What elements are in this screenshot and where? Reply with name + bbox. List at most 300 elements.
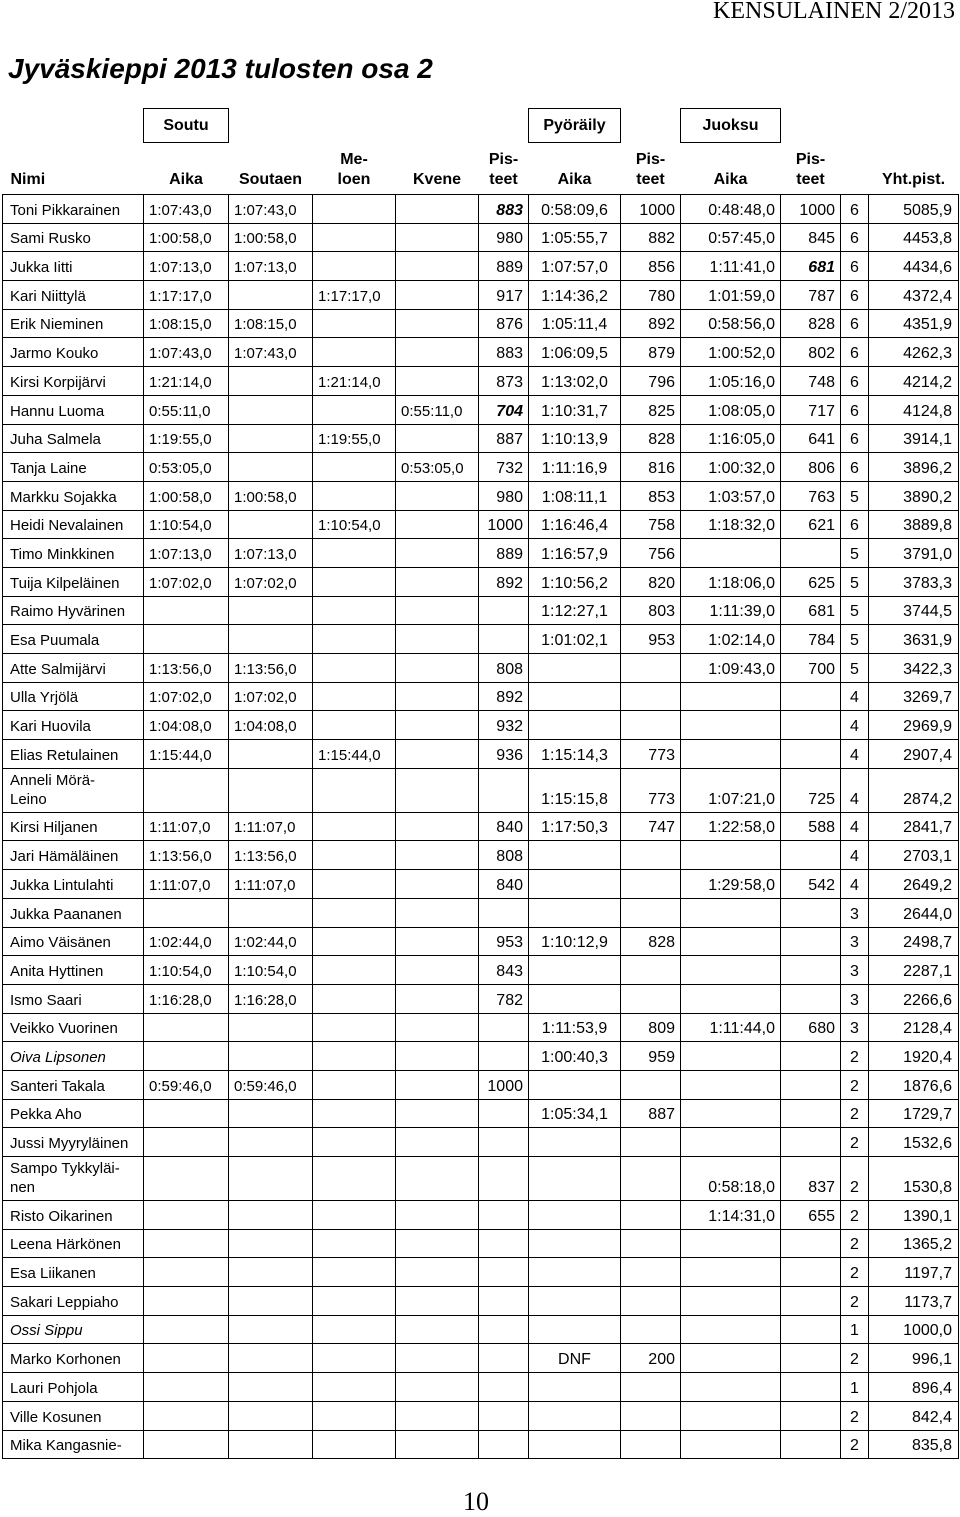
table-row (3, 1344, 959, 1373)
cell-juoksu-pisteet (781, 1229, 841, 1258)
cell-soutu-aika: 1:08:15,0 (144, 309, 229, 338)
cell-yht-pist: 2649,2 (869, 870, 959, 899)
col-header-juoksu-aika: Aika (713, 171, 748, 188)
cell-soutaen (229, 1344, 313, 1373)
cell-pyoraily-aika: 0:58:09,6 (529, 195, 621, 224)
cell-soutu-aika (144, 1013, 229, 1042)
cell-juoksu-aika (681, 1373, 781, 1402)
cell-soutu-aika (144, 1128, 229, 1157)
cell-juoksu-aika (681, 1287, 781, 1316)
cell-lajit: 6 (841, 453, 869, 482)
cell-nimi: Jari Hämäläinen (3, 841, 144, 870)
cell-juoksu-pisteet: 763 (781, 481, 841, 510)
cell-kvene (396, 309, 479, 338)
cell-juoksu-aika: 1:07:21,0 (681, 768, 781, 812)
cell-nimi: Elias Retulainen (3, 740, 144, 769)
cell-pyoraily-pisteet: 773 (621, 740, 681, 769)
cell-pyoraily-aika: 1:05:34,1 (529, 1099, 621, 1128)
cell-kvene (396, 956, 479, 985)
cell-soutu-pisteet: 892 (479, 682, 529, 711)
cell-lajit: 2 (841, 1201, 869, 1230)
cell-nimi: Mika Kangasnie- (3, 1430, 144, 1459)
cell-yht-pist: 1532,6 (869, 1128, 959, 1157)
cell-yht-pist: 1390,1 (869, 1201, 959, 1230)
cell-pyoraily-pisteet: 756 (621, 539, 681, 568)
cell-kvene (396, 1128, 479, 1157)
cell-soutu-pisteet: 892 (479, 567, 529, 596)
cell-juoksu-aika: 1:18:06,0 (681, 567, 781, 596)
cell-nimi: Santeri Takala (3, 1070, 144, 1099)
cell-yht-pist: 1197,7 (869, 1258, 959, 1287)
cell-soutu-aika: 1:00:58,0 (144, 223, 229, 252)
cell-yht-pist: 3889,8 (869, 510, 959, 539)
cell-soutaen: 1:07:02,0 (229, 682, 313, 711)
cell-meloen (313, 898, 396, 927)
cell-pyoraily-pisteet: 856 (621, 252, 681, 281)
cell-soutaen (229, 1128, 313, 1157)
cell-pyoraily-pisteet: 879 (621, 338, 681, 367)
cell-pyoraily-pisteet (621, 870, 681, 899)
group-header-juoksu: Juoksu (681, 109, 781, 143)
cell-kvene (396, 870, 479, 899)
cell-pyoraily-pisteet (621, 1128, 681, 1157)
table-row (3, 539, 959, 568)
cell-soutu-pisteet: 840 (479, 812, 529, 841)
cell-meloen (313, 309, 396, 338)
cell-yht-pist: 2128,4 (869, 1013, 959, 1042)
cell-juoksu-pisteet: 621 (781, 510, 841, 539)
cell-juoksu-pisteet: 681 (781, 596, 841, 625)
cell-meloen (313, 625, 396, 654)
cell-meloen (313, 1157, 396, 1201)
cell-juoksu-pisteet: 542 (781, 870, 841, 899)
cell-soutaen: 1:07:43,0 (229, 195, 313, 224)
cell-lajit: 2 (841, 1128, 869, 1157)
cell-nimi: Esa Puumala (3, 625, 144, 654)
cell-soutu-pisteet: 980 (479, 481, 529, 510)
cell-soutaen (229, 1401, 313, 1430)
cell-juoksu-pisteet: 784 (781, 625, 841, 654)
cell-pyoraily-aika (529, 1315, 621, 1344)
cell-nimi: Jarmo Kouko (3, 338, 144, 367)
cell-soutu-aika (144, 1287, 229, 1316)
cell-soutu-aika: 1:07:43,0 (144, 195, 229, 224)
cell-soutu-pisteet (479, 1013, 529, 1042)
cell-lajit: 3 (841, 956, 869, 985)
cell-pyoraily-aika: 1:12:27,1 (529, 596, 621, 625)
cell-soutu-pisteet: 953 (479, 927, 529, 956)
cell-soutu-aika (144, 1042, 229, 1071)
cell-lajit: 4 (841, 768, 869, 812)
cell-soutu-aika: 0:59:46,0 (144, 1070, 229, 1099)
cell-nimi: Marko Korhonen (3, 1344, 144, 1373)
cell-yht-pist: 2266,6 (869, 984, 959, 1013)
cell-soutaen: 0:59:46,0 (229, 1070, 313, 1099)
cell-pyoraily-aika (529, 1373, 621, 1402)
cell-soutu-aika: 1:21:14,0 (144, 367, 229, 396)
cell-juoksu-pisteet: 725 (781, 768, 841, 812)
cell-nimi: Kari Niittylä (3, 281, 144, 310)
cell-juoksu-aika (681, 539, 781, 568)
cell-kvene (396, 1042, 479, 1071)
cell-juoksu-pisteet (781, 1258, 841, 1287)
cell-juoksu-aika: 1:00:32,0 (681, 453, 781, 482)
cell-soutaen (229, 625, 313, 654)
cell-meloen (313, 1042, 396, 1071)
cell-meloen (313, 682, 396, 711)
cell-pyoraily-aika (529, 984, 621, 1013)
cell-meloen: 1:15:44,0 (313, 740, 396, 769)
cell-meloen (313, 870, 396, 899)
cell-nimi: Juha Salmela (3, 424, 144, 453)
cell-pyoraily-aika: 1:05:55,7 (529, 223, 621, 252)
cell-soutaen (229, 281, 313, 310)
table-row (3, 711, 959, 740)
cell-soutu-pisteet (479, 596, 529, 625)
cell-juoksu-aika (681, 1099, 781, 1128)
cell-meloen (313, 1401, 396, 1430)
cell-nimi: Sakari Leppiaho (3, 1287, 144, 1316)
cell-pyoraily-aika: 1:00:40,3 (529, 1042, 621, 1071)
table-row (3, 1042, 959, 1071)
cell-juoksu-aika: 1:03:57,0 (681, 481, 781, 510)
cell-soutu-pisteet: 876 (479, 309, 529, 338)
cell-meloen (313, 1315, 396, 1344)
group-header-spacer (3, 109, 144, 143)
cell-lajit: 5 (841, 567, 869, 596)
cell-pyoraily-pisteet (621, 841, 681, 870)
table-row (3, 841, 959, 870)
cell-soutu-pisteet (479, 768, 529, 812)
results-header (3, 109, 959, 195)
cell-juoksu-aika: 1:11:41,0 (681, 252, 781, 281)
cell-yht-pist: 3269,7 (869, 682, 959, 711)
cell-meloen (313, 1013, 396, 1042)
cell-kvene (396, 812, 479, 841)
cell-meloen (313, 453, 396, 482)
cell-soutaen: 1:02:44,0 (229, 927, 313, 956)
table-row (3, 768, 959, 812)
cell-pyoraily-pisteet (621, 1401, 681, 1430)
cell-pyoraily-aika: 1:14:36,2 (529, 281, 621, 310)
cell-lajit: 5 (841, 654, 869, 683)
cell-lajit: 4 (841, 711, 869, 740)
cell-pyoraily-pisteet: 892 (621, 309, 681, 338)
cell-pyoraily-aika: 1:17:50,3 (529, 812, 621, 841)
cell-pyoraily-aika: 1:05:11,4 (529, 309, 621, 338)
cell-juoksu-pisteet: 588 (781, 812, 841, 841)
cell-pyoraily-pisteet (621, 682, 681, 711)
cell-juoksu-aika (681, 927, 781, 956)
cell-pyoraily-pisteet (621, 1373, 681, 1402)
cell-lajit: 6 (841, 252, 869, 281)
table-row (3, 740, 959, 769)
cell-pyoraily-pisteet (621, 1430, 681, 1459)
cell-soutaen (229, 1315, 313, 1344)
cell-nimi: Jussi Myyryläinen (3, 1128, 144, 1157)
group-header-spacer (869, 109, 959, 143)
cell-lajit: 6 (841, 309, 869, 338)
cell-meloen (313, 1258, 396, 1287)
cell-soutu-pisteet: 889 (479, 252, 529, 281)
table-row (3, 1258, 959, 1287)
cell-soutu-pisteet: 889 (479, 539, 529, 568)
cell-kvene (396, 1373, 479, 1402)
cell-yht-pist: 3791,0 (869, 539, 959, 568)
cell-soutaen (229, 1013, 313, 1042)
group-header-spacer (313, 109, 396, 143)
cell-soutaen: 1:07:02,0 (229, 567, 313, 596)
cell-yht-pist: 842,4 (869, 1401, 959, 1430)
cell-nimi: Jukka Iitti (3, 252, 144, 281)
cell-pyoraily-aika: 1:11:16,9 (529, 453, 621, 482)
cell-juoksu-aika: 0:58:18,0 (681, 1157, 781, 1201)
cell-soutu-pisteet: 808 (479, 841, 529, 870)
cell-kvene (396, 1287, 479, 1316)
cell-soutaen: 1:16:28,0 (229, 984, 313, 1013)
cell-soutaen (229, 1373, 313, 1402)
cell-pyoraily-pisteet: 816 (621, 453, 681, 482)
cell-meloen (313, 1070, 396, 1099)
table-row (3, 281, 959, 310)
cell-pyoraily-aika (529, 1401, 621, 1430)
cell-pyoraily-aika (529, 1229, 621, 1258)
table-row (3, 252, 959, 281)
cell-pyoraily-pisteet (621, 1070, 681, 1099)
cell-juoksu-aika: 1:05:16,0 (681, 367, 781, 396)
cell-juoksu-pisteet (781, 1315, 841, 1344)
cell-meloen (313, 395, 396, 424)
cell-soutu-pisteet: 917 (479, 281, 529, 310)
cell-kvene (396, 1013, 479, 1042)
cell-yht-pist: 1876,6 (869, 1070, 959, 1099)
column-header-row (3, 143, 959, 195)
cell-soutu-aika (144, 596, 229, 625)
col-header-soutaen: Soutaen (238, 171, 303, 188)
cell-lajit: 6 (841, 281, 869, 310)
cell-lajit: 1 (841, 1373, 869, 1402)
cell-soutu-aika (144, 625, 229, 654)
cell-meloen (313, 1099, 396, 1128)
cell-meloen (313, 1287, 396, 1316)
cell-nimi: Pekka Aho (3, 1099, 144, 1128)
cell-juoksu-pisteet (781, 1099, 841, 1128)
cell-juoksu-pisteet (781, 1401, 841, 1430)
cell-juoksu-aika: 1:18:32,0 (681, 510, 781, 539)
cell-juoksu-aika (681, 1430, 781, 1459)
cell-soutaen: 1:07:13,0 (229, 252, 313, 281)
cell-meloen (313, 252, 396, 281)
cell-yht-pist: 2874,2 (869, 768, 959, 812)
cell-kvene (396, 654, 479, 683)
cell-soutu-pisteet: 883 (479, 195, 529, 224)
table-row (3, 367, 959, 396)
cell-juoksu-pisteet (781, 956, 841, 985)
cell-soutu-pisteet (479, 1344, 529, 1373)
cell-pyoraily-aika (529, 1201, 621, 1230)
cell-kvene (396, 1070, 479, 1099)
cell-yht-pist: 3631,9 (869, 625, 959, 654)
col-header-pyoraily-pisteet: Pis- teet (635, 151, 666, 188)
cell-lajit: 1 (841, 1315, 869, 1344)
cell-juoksu-aika (681, 1258, 781, 1287)
cell-soutu-pisteet: 887 (479, 424, 529, 453)
cell-soutaen (229, 367, 313, 396)
cell-yht-pist: 4214,2 (869, 367, 959, 396)
cell-soutu-aika: 1:07:13,0 (144, 252, 229, 281)
cell-juoksu-aika (681, 1042, 781, 1071)
cell-yht-pist: 896,4 (869, 1373, 959, 1402)
col-header-soutu-pisteet: Pis- teet (488, 151, 519, 188)
cell-kvene: 0:55:11,0 (396, 395, 479, 424)
cell-yht-pist: 2969,9 (869, 711, 959, 740)
table-row (3, 1099, 959, 1128)
cell-soutu-aika: 1:17:17,0 (144, 281, 229, 310)
cell-lajit: 2 (841, 1430, 869, 1459)
cell-soutu-pisteet (479, 1287, 529, 1316)
group-header-pyoraily: Pyöräily (529, 109, 621, 143)
cell-kvene (396, 338, 479, 367)
cell-meloen (313, 596, 396, 625)
cell-nimi: Oiva Lipsonen (3, 1042, 144, 1071)
cell-pyoraily-aika: 1:16:57,9 (529, 539, 621, 568)
cell-soutu-aika (144, 768, 229, 812)
cell-soutu-pisteet: 980 (479, 223, 529, 252)
cell-pyoraily-aika (529, 1070, 621, 1099)
cell-pyoraily-pisteet (621, 956, 681, 985)
cell-lajit: 2 (841, 1401, 869, 1430)
cell-yht-pist: 2907,4 (869, 740, 959, 769)
cell-soutu-aika: 1:07:43,0 (144, 338, 229, 367)
cell-soutu-pisteet (479, 1430, 529, 1459)
table-row (3, 395, 959, 424)
cell-yht-pist: 2703,1 (869, 841, 959, 870)
cell-juoksu-aika (681, 682, 781, 711)
cell-soutu-aika (144, 1099, 229, 1128)
cell-soutu-aika (144, 1344, 229, 1373)
table-row (3, 1401, 959, 1430)
cell-juoksu-pisteet (781, 927, 841, 956)
cell-soutaen (229, 1287, 313, 1316)
cell-juoksu-aika (681, 984, 781, 1013)
cell-juoksu-aika: 1:02:14,0 (681, 625, 781, 654)
cell-juoksu-aika (681, 898, 781, 927)
cell-soutu-pisteet (479, 1315, 529, 1344)
cell-yht-pist: 3896,2 (869, 453, 959, 482)
cell-pyoraily-pisteet (621, 1258, 681, 1287)
cell-kvene (396, 367, 479, 396)
cell-soutu-aika (144, 898, 229, 927)
cell-pyoraily-pisteet: 828 (621, 927, 681, 956)
col-header-nimi: Nimi (10, 171, 46, 188)
cell-nimi: Jukka Paananen (3, 898, 144, 927)
cell-lajit: 6 (841, 395, 869, 424)
cell-pyoraily-pisteet: 747 (621, 812, 681, 841)
cell-soutaen (229, 1157, 313, 1201)
group-header-spacer (841, 109, 869, 143)
cell-soutu-aika: 1:11:07,0 (144, 812, 229, 841)
cell-kvene (396, 1201, 479, 1230)
cell-soutu-aika (144, 1258, 229, 1287)
cell-yht-pist: 1729,7 (869, 1099, 959, 1128)
cell-soutu-aika: 1:11:07,0 (144, 870, 229, 899)
cell-soutu-aika (144, 1401, 229, 1430)
cell-nimi: Erik Nieminen (3, 309, 144, 338)
cell-soutu-aika: 1:19:55,0 (144, 424, 229, 453)
cell-kvene (396, 1157, 479, 1201)
cell-juoksu-pisteet (781, 984, 841, 1013)
cell-juoksu-pisteet: 681 (781, 252, 841, 281)
cell-lajit: 5 (841, 625, 869, 654)
cell-kvene (396, 740, 479, 769)
cell-lajit: 3 (841, 898, 869, 927)
table-row (3, 1128, 959, 1157)
cell-soutu-aika: 1:10:54,0 (144, 956, 229, 985)
table-row (3, 956, 959, 985)
cell-soutu-aika: 1:07:02,0 (144, 567, 229, 596)
cell-nimi: Aimo Väisänen (3, 927, 144, 956)
cell-juoksu-aika (681, 1229, 781, 1258)
cell-pyoraily-aika (529, 1430, 621, 1459)
cell-pyoraily-pisteet (621, 711, 681, 740)
cell-lajit: 2 (841, 1258, 869, 1287)
cell-soutu-pisteet: 808 (479, 654, 529, 683)
table-row (3, 567, 959, 596)
cell-meloen (313, 956, 396, 985)
table-row (3, 898, 959, 927)
table-row (3, 1287, 959, 1316)
cell-yht-pist: 2841,7 (869, 812, 959, 841)
cell-lajit: 5 (841, 481, 869, 510)
table-row (3, 481, 959, 510)
cell-soutaen (229, 596, 313, 625)
cell-lajit: 6 (841, 510, 869, 539)
cell-soutu-aika (144, 1315, 229, 1344)
cell-kvene (396, 841, 479, 870)
cell-nimi: Esa Liikanen (3, 1258, 144, 1287)
table-row (3, 424, 959, 453)
cell-lajit: 5 (841, 539, 869, 568)
cell-pyoraily-aika (529, 711, 621, 740)
cell-juoksu-aika (681, 1070, 781, 1099)
cell-pyoraily-aika (529, 870, 621, 899)
cell-yht-pist: 1173,7 (869, 1287, 959, 1316)
cell-juoksu-pisteet: 802 (781, 338, 841, 367)
cell-nimi: Anita Hyttinen (3, 956, 144, 985)
cell-juoksu-aika (681, 956, 781, 985)
cell-kvene (396, 768, 479, 812)
cell-pyoraily-aika: 1:10:56,2 (529, 567, 621, 596)
cell-soutu-aika: 1:16:28,0 (144, 984, 229, 1013)
cell-soutu-aika: 1:15:44,0 (144, 740, 229, 769)
cell-soutaen (229, 898, 313, 927)
cell-soutu-aika: 1:02:44,0 (144, 927, 229, 956)
cell-pyoraily-aika (529, 898, 621, 927)
cell-lajit: 4 (841, 740, 869, 769)
col-header-yht-pist: Yht.pist. (881, 171, 946, 188)
cell-soutaen (229, 395, 313, 424)
cell-pyoraily-pisteet (621, 1287, 681, 1316)
cell-lajit: 3 (841, 984, 869, 1013)
group-header-soutu: Soutu (144, 109, 229, 143)
cell-kvene (396, 1229, 479, 1258)
cell-meloen: 1:19:55,0 (313, 424, 396, 453)
table-row (3, 1013, 959, 1042)
results-table (2, 108, 959, 1459)
cell-pyoraily-aika (529, 956, 621, 985)
table-row (3, 1229, 959, 1258)
cell-soutaen: 1:13:56,0 (229, 841, 313, 870)
